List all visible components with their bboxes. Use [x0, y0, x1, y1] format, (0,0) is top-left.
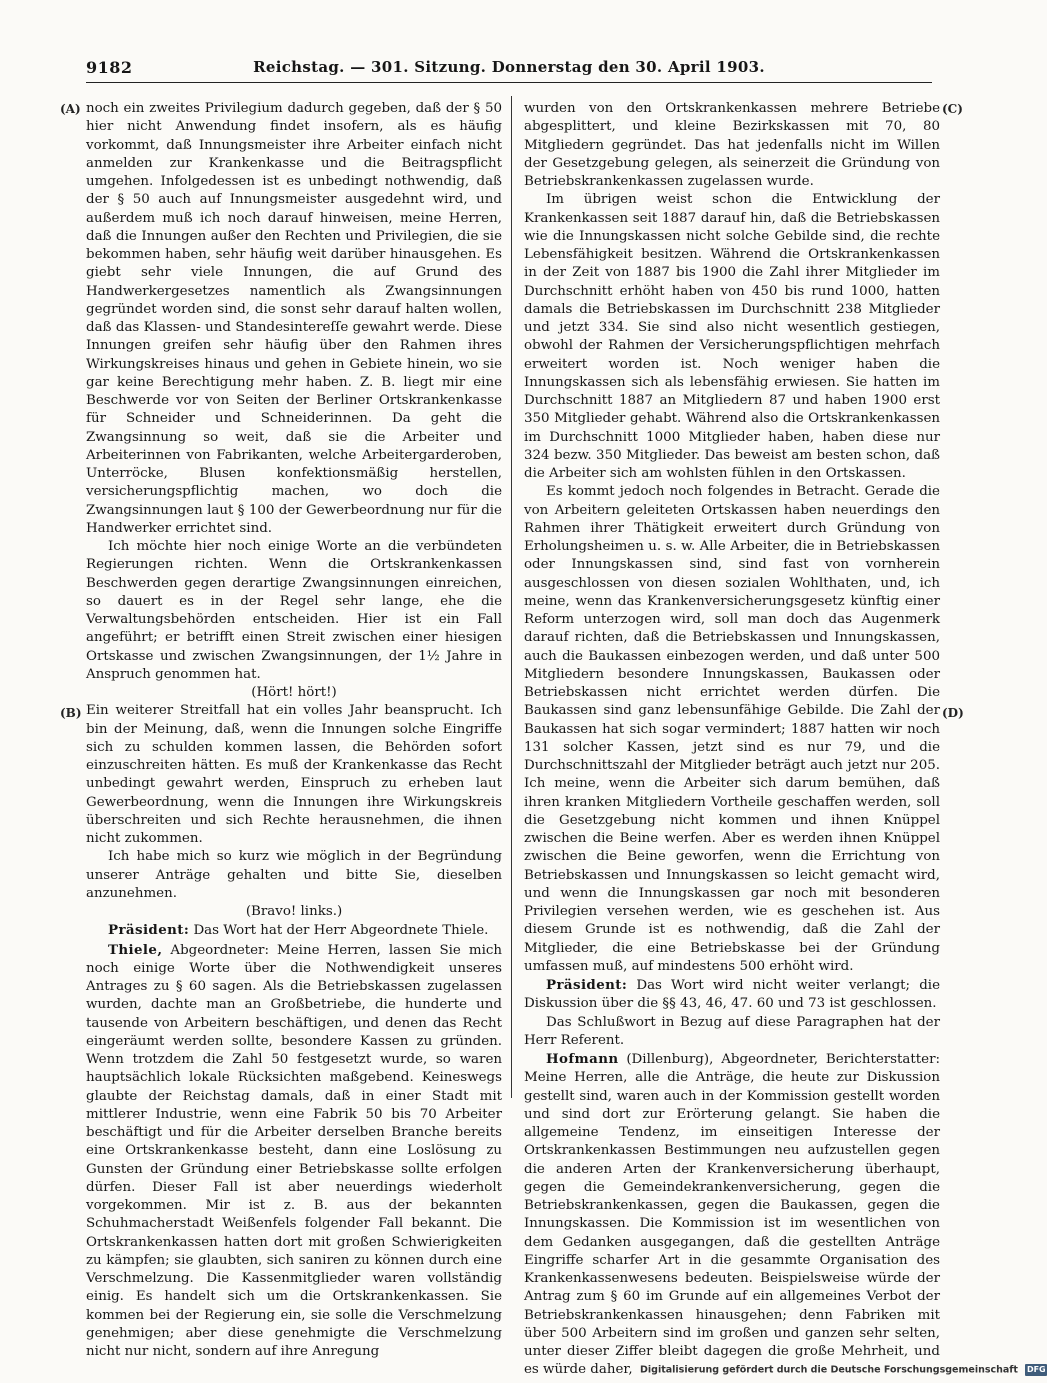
- interjection: (Hört! hört!): [251, 685, 337, 700]
- paragraph: Ein weiterer Streitfall hat ein volles Jahr beansprucht. Ich bin der Meinung, daß, wenn die Innungen solche Eingriffe sich zu schulden kommen lassen, die Behörden sofort einzuschreiten hätten. Es muß der Krankenkasse das Recht unbedingt gewahrt werden, Einspruch zu erheben laut Gewerbeordnung, wenn die Innungen ihre Wirkungskreis überschreiten und sich Rechte herausnehmen, die ihnen nicht zukommen.: [86, 703, 502, 846]
- paragraph: wurden von den Ortskrankenkassen mehrere Betriebe abgesplittert, und kleine Bezirkskassen mit 70, 80 Mitgliedern gegründet. Das hat jedenfalls nicht im Willen der Gesetzgebung gelegen, als seinerzeit die Gründung von Betriebskrankenkassen zugelassen wurde.: [524, 101, 940, 189]
- speech-text: Das Wort hat der Herr Abgeordnete Thiele.: [189, 923, 489, 939]
- margin-marker-c: (C): [942, 102, 963, 116]
- margin-marker-b: (B): [60, 706, 82, 720]
- speaker-paragraph: [86, 921, 502, 940]
- paragraph: Ich habe mich so kurz wie möglich in der Begründung unserer Anträge gehalten und bitte Sie, dieselben anzunehmen.: [86, 849, 502, 901]
- running-head: Reichstag. — 301. Sitzung. Donnerstag den 30. April 1903.: [253, 58, 765, 76]
- paragraph: Ich möchte hier noch einige Worte an die verbündeten Regierungen richten. Wenn die Ortskrankenkassen Beschwerden gegen derartige Zwangsinnungen einreichen, so dauert es in der Regel sehr lange, ehe die Verwaltungsbehörden entscheiden. Hier ist ein Fall angeführt; er betrifft einen Streit zwischen einer hiesigen Ortskasse und zwischen Zwangsinnungen, der 1½ Jahre in Anspruch genommen hat.: [86, 539, 502, 682]
- margin-marker-a: (A): [60, 102, 81, 116]
- digitization-credit: [640, 1364, 1046, 1380]
- paragraph: Es kommt jedoch noch folgendes in Betracht. Gerade die von Arbeitern geleiteten Ortskassen haben neuerdings den Rahmen ihrer Thätigkeit erweitert durch Gründung von Erholungsheimen u. s. w. Alle Arbeiter, die in Betriebskassen oder Innungskassen sind, sind fast von vornherein ausgeschlossen von diesen sozialen Wohlthaten, und, ich meine, wenn das Krankenversicherungsgesetz künftig einer Reform unterzogen wird, soll man doch das Augenmerk darauf richten, daß die Betriebskassen und Innungskassen, auch die Baukassen einbezogen werden, und daß unter 500 Mitgliedern besondere Innungskassen, Baukassen oder Betriebskassen nicht errichtet werden dürfen. Die Baukassen sind ganz lebensunfähige Gebilde. Die Zahl der Baukassen hat sich sogar vermindert; 1887 hatten wir noch 131 solcher Kassen, jetzt sind es nur 79, und die Durchschnittszahl der Mitglieder beträgt auch jetzt nur 205. Ich meine, wenn die Arbeiter sich darum bemühen, daß ihren kranken Mitgliedern Vortheile geschaffen werden, soll die Gesetzgebung nicht kommen und ihnen Knüppel zwischen die Beine werfen. Aber es werden ihnen Knüppel zwischen die Beine geworfen, wenn die Errichtung von Betriebskassen und Innungskassen so leicht gemacht wird, und wenn die Innungskassen gar noch mit besonderen Privilegien versehen werden, wie es geschehen ist. Aus diesem Grunde ist es nothwendig, daß die Zahl der Mitglieder, die eine Betriebskasse bei der Gründung umfassen muß, auf mindestens 500 erhöht wird.: [524, 484, 940, 974]
- paragraph: noch ein zweites Privilegium dadurch gegeben, daß der § 50 hier nicht Anwendung findet insofern, als es häufig vorkommt, daß Innungsmeister ihre Arbeiter einfach nicht anmelden zur Krankenkasse und die Beitragspflicht umgehen. Infolgedessen ist es unbedingt nothwendig, daß der § 50 auch auf Innungsmeister ausgedehnt wird, und außerdem muß ich noch darauf hinweisen, meine Herren, daß die Innungen außer den Rechten und Privilegien, die sie bekommen haben, sehr häufig weit darüber hinausgehen. Es giebt sehr viele Innungen, die auf Grund des Handwerkergesetzes namentlich als Zwangsinnungen gegründet worden sind, die sonst sehr darauf halten wollen, daß das Klassen- und Standesintereſſe gewahrt werde. Diese Innungen greifen sehr häufig über den Rahmen ihres Wirkungskreises hinaus und gehen in Gebiete hinein, wo sie gar keine Berechtigung mehr haben. Z. B. liegt mir eine Beschwerde vor von Seiten der Berliner Ortskrankenkasse für Schneider und Schneiderinnen. Da geht die Zwangsinnung so weit, daß sie die Arbeiter und Arbeiterinnen von Fabrikanten, welche Arbeitergarderoben, Unterröcke, Blusen konfektionsmäßig herstellen, versicherungspflichtig machen, wo doch die Zwangsinnungen laut § 100 der Gewerbeordnung nur für die Handwerker errichtet sind.: [86, 101, 502, 536]
- speaker-name: Präsident:: [108, 922, 190, 939]
- speaker-name: Präsident:: [546, 977, 628, 993]
- margin-marker-d: (D): [942, 706, 964, 720]
- speaker-paragraph: [86, 941, 502, 1362]
- right-column: [524, 100, 940, 1380]
- paragraph: Das Schlußwort in Bezug auf diese Paragraphen hat der Herr Referent.: [524, 1014, 940, 1048]
- speaker-paragraph: [524, 1050, 940, 1380]
- page-header: [86, 56, 932, 83]
- speech-text: (Dillenburg), Abgeordneter, Berichterstatter: Meine Herren, alle die Anträge, die heute zur Diskussion gestellt sind, waren auch in der Kommission gestellt worden und sind dort zur Erörterung gelangt. Sie haben die allgemeine Tendenz, im einseitigen Interesse der Ortskrankenkassen Bestimmungen neu aufzustellen gegen die anderen Arten der Krankenversicherung überhaupt, gegen die Gemeindekrankenversicherung, gegen die Betriebskrankenkassen, gegen die Baukassen, gegen die Innungskassen. Die Kommission ist im wesentlichen von dem Gedanken ausgegangen, daß die gestellten Anträge Eingriffe scharfer Art in die gesammte Organisation des Krankenkassenwesens bedeuten. Beispielsweise würde der Antrag zum § 60 im Grunde auf ein allgemeines Verbot der Betriebskrankenkassen hinausgehen; denn Fabriken mit über 500 Arbeitern sind im großen und ganzen sehr selten, unter dieser Ziffer bleibt dagegen die große Mehrheit, und es würde daher,: [524, 1052, 940, 1378]
- credit-text: Digitalisierung gefördert durch die Deutsche Forschungsgemeinschaft: [640, 1364, 1018, 1376]
- left-column: [86, 100, 502, 1361]
- speaker-name: Hofmann: [546, 1051, 619, 1067]
- speech-text: Abgeordneter: Meine Herren, lassen Sie mich noch einige Worte über die Nothwendigkeit unseres Antrages zu § 60 sagen. Als die Betriebskassen zugelassen wurden, dachte man an Großbetriebe, die hunderte und tausende von Arbeitern beschäftigen, und denen das Recht eingeräumt werden sollte, besondere Kassen zu gründen. Wenn trotzdem die Zahl 50 festgesetzt wurde, so waren hauptsächlich lokale Rücksichten maßgebend. Keineswegs glaubte der Reichstag damals, daß in einer Stadt mit mittlerer Industrie, wenn eine Fabrik 50 bis 70 Arbeiter beschäftigt und für die Arbeiter derselben Branche bereits eine Ortskrankenkasse besteht, dann eine Loslösung zu Gunsten der Gründung einer Betriebskasse sollte erfolgen dürfen. Dieser Fall ist aber neuerdings wiederholt vorgekommen. Mir ist z. B. aus der bekannten Schuhmacherstadt Weißenfels folgender Fall bekannt. Die Ortskrankenkassen hatten dort mit großen Schwierigkeiten zu kämpfen; sie glaubten, sich saniren zu können durch eine Verschmelzung. Die Kassenmitglieder waren vollständig einig. Es handelt sich um die Ortskrankenkassen. Sie kommen bei der Regierung ein, sie solle die Verschmelzung genehmigen; aber diese genehmigte die Verschmelzung nicht nur nicht, sondern auf ihre Anregung: [86, 942, 502, 1359]
- speaker-name: Thiele,: [108, 941, 163, 958]
- dfg-logo: DFG: [1026, 1365, 1046, 1374]
- paragraph: Im übrigen weist schon die Entwicklung der Krankenkassen seit 1887 darauf hin, daß die Betriebskassen wie die Innungskassen nicht solche Gebilde sind, die rechte Lebensfähigkeit besitzen. Während die Ortskrankenkassen in der Zeit von 1887 bis 1900 die Zahl ihrer Mitglieder im Durchschnitt erhöht haben von 450 bis rund 1000, hatten damals die Betriebskassen im Durchschnitt 238 Mitglieder und jetzt 334. Sie sind also nicht wesentlich gestiegen, obwohl der Rahmen der Versicherungspflichtigen mehrfach erweitert worden ist. Noch weniger haben die Innungskassen sich als lebensfähig erwiesen. Sie hatten im Durchschnitt 1887 an Mitgliedern 87 und haben 1900 erst 350 Mitglieder gehabt. Während also die Ortskrankenkassen im Durchschnitt 1000 Mitglieder haben, haben diese nur 324 bezw. 350 Mitglieder. Das beweist am besten schon, daß die Arbeiter sich am wohlsten fühlen in den Ortskassen.: [524, 192, 940, 481]
- speech-text: Das Wort wird nicht weiter verlangt; die Diskussion über die §§ 43, 46, 47. 60 und 73 ist geschlossen.: [524, 978, 940, 1012]
- page-number: 9182: [86, 58, 133, 77]
- column-divider: [511, 96, 512, 1098]
- interjection: (Bravo! links.): [245, 904, 343, 919]
- speaker-paragraph: [524, 976, 940, 1014]
